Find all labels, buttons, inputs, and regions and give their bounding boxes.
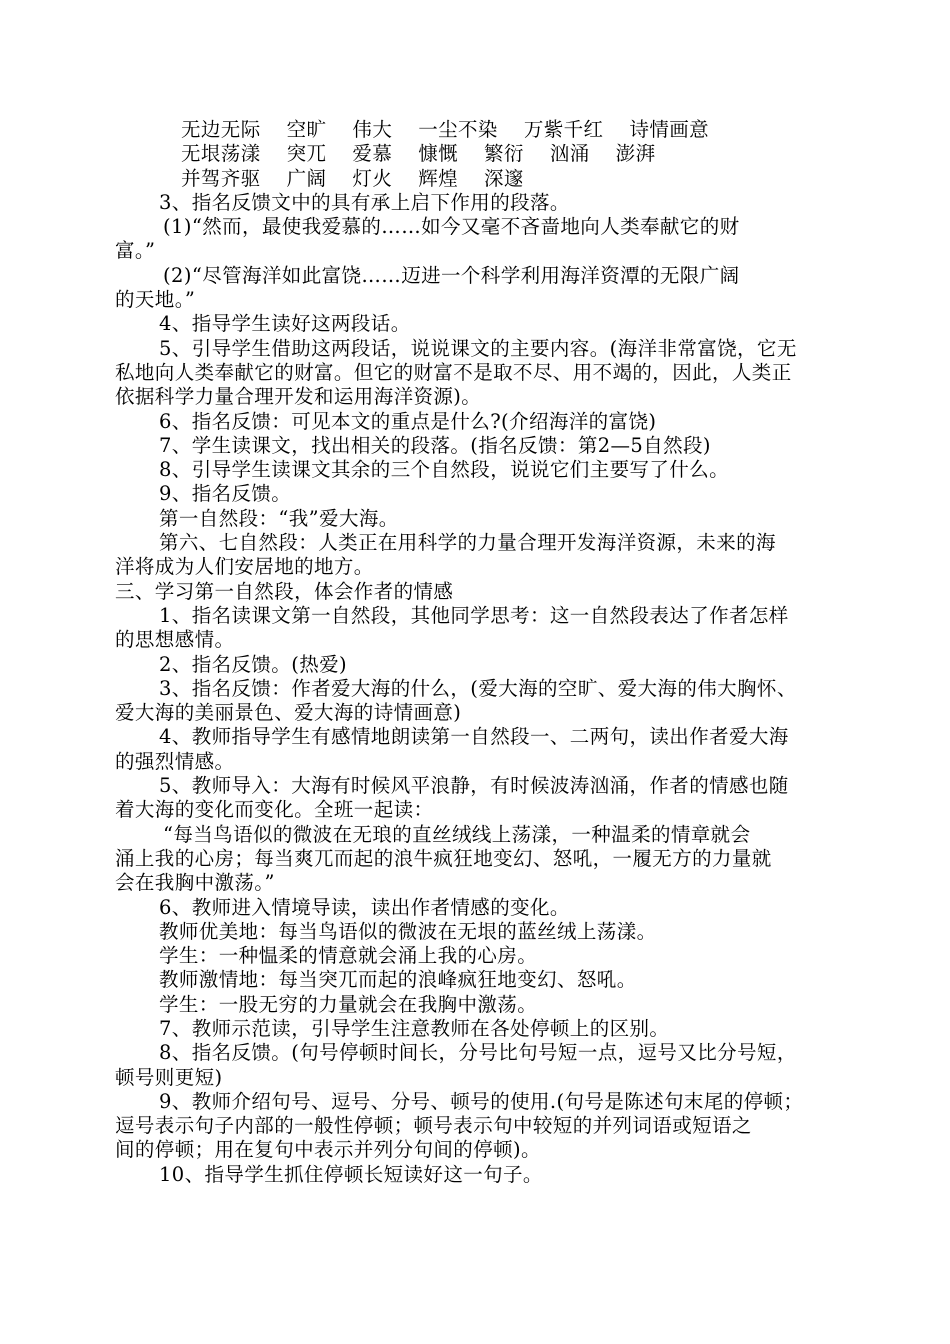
text-line: (1)“然而，最使我爱慕的……如今又毫不吝啬地向人类奉献它的财 [163,215,740,239]
text-line: 依据科学力量合理开发和运用海洋资源)。 [115,385,482,409]
vocab-word: 辉煌 [418,166,459,190]
text-line: 5、教师导入：大海有时候风平浪静，有时候波涛汹涌，作者的情感也随 [159,774,789,798]
quote-line: “每当鸟语似的微波在无琅的直丝绒线上荡漾，一种温柔的情章就会 [163,822,751,846]
text-line: 逗号表示句子内部的一般性停顿；顿号表示句中较短的并列词语或短语之 [115,1114,752,1138]
vocab-word: 深邃 [484,166,524,190]
vocab-word: 广阔 [286,166,327,190]
text-line: 教师激情地：每当突兀而起的浪峰疯狂地变幻、怒吼。 [159,968,637,992]
text-line: 1、指名读课文第一自然段，其他同学思考：这一自然段表达了作者怎样 [159,603,789,627]
vocab-word: 澎湃 [615,142,656,166]
quote-line: 涌上我的心房；每当爽兀而起的浪牛疯狂地变幻、怒吼，一履无方的力量就 [115,846,772,870]
document-page [115,118,840,1187]
text-line: 9、指名反馈。 [159,482,292,506]
vocab-word: 灯火 [352,166,393,190]
text-line: 富。” [115,239,156,263]
vocab-word: 万紫千红 [523,118,604,141]
vocab-word: 突兀 [286,142,327,166]
vocab-word: 伟大 [352,118,393,141]
text-line: 洋将成为人们安居地的地方。 [115,555,374,579]
text-line: 9、教师介绍句号、逗号、分号、顿号的使用.(句号是陈述句末尾的停顿； [159,1089,804,1113]
text-line: 5、引导学生借助这两段话，说说课文的主要内容。(海洋非常富饶，它无 [159,336,797,360]
text-line: 2、指名反馈。(热爱) [159,652,348,676]
text-line: 爱大海的美丽景色、爱大海的诗情画意) [115,701,462,725]
text-line: 的天地。” [115,288,196,312]
text-line: 的思想感情。 [115,628,235,652]
text-line: 间的停顿；用在复句中表示并列分句间的停顿)。 [115,1138,541,1162]
text-line: 学生：一股无穷的力量就会在我胸中激荡。 [159,992,538,1016]
vocab-word: 一尘不染 [418,118,498,141]
text-line: 教师优美地：每当鸟语似的微波在无垠的蓝丝绒上荡漾。 [159,919,657,943]
text-line: (2)“尽管海洋如此富饶……迈进一个科学利用海洋资潭的无限广阔 [163,263,740,287]
vocab-word: 并驾齐驱 [181,166,261,190]
text-line: 3、指名反馈文中的具有承上启下作用的段落。 [159,190,570,214]
text-line: 学生：一种愠柔的情意就会涌上我的心房。 [159,944,538,968]
text-line: 第一自然段：“我”爱大海。 [159,506,399,530]
text-line: 第六、七自然段：人类正在用科学的力量合理开发海洋资源，未来的海 [159,531,776,555]
text-line: 的强烈情感。 [115,749,235,773]
vocab-word: 繁衍 [484,142,524,166]
vocab-row [115,118,840,142]
text-line: 4、教师指导学生有感情地朗读第一自然段一、二两句，读出作者爱大海 [159,725,789,749]
vocab-word: 慷慨 [418,142,459,166]
vocab-word: 爱慕 [352,142,393,166]
text-line: 7、学生读课文，找出相关的段落。(指名反馈：第2—5自然段) [159,433,711,457]
section-heading: 三、学习第一自然段，体会作者的情感 [115,579,454,603]
text-line: 着大海的变化而变化。全班一起读： [115,798,434,822]
vocab-word: 空旷 [286,118,327,141]
text-line: 10、指导学生抓住停顿长短读好这一句子。 [159,1162,543,1186]
text-line: 6、教师进入情境导读，读出作者情感的变化。 [159,895,570,919]
text-line: 8、指名反馈。(句号停顿时间长，分号比句号短一点，逗号又比分号短， [159,1041,797,1065]
text-line: 7、教师示范读，引导学生注意教师在各处停顿上的区别。 [159,1016,670,1040]
vocab-word: 汹涌 [549,142,590,166]
text-line: 3、指名反馈：作者爱大海的什么，(爱大海的空旷、爱大海的伟大胸怀、 [159,676,797,700]
vocab-word: 无边无际 [181,118,261,141]
vocab-row [115,142,840,166]
text-line: 顿号则更短) [115,1065,223,1089]
quote-line: 会在我胸中激荡。” [115,871,275,895]
vocab-word: 无垠荡漾 [181,142,261,166]
text-line: 6、指名反馈：可见本文的重点是什么?(介绍海洋的富饶) [159,409,657,433]
vocab-word: 诗情画意 [629,118,710,141]
text-line: 私地向人类奉献它的财富。但它的财富不是取不尽、用不竭的，因此，人类正 [115,360,792,384]
text-line: 4、指导学生读好这两段话。 [159,312,411,336]
vocab-row [115,167,840,191]
text-line: 8、引导学生读课文其余的三个自然段，说说它们主要写了什么。 [159,458,730,482]
